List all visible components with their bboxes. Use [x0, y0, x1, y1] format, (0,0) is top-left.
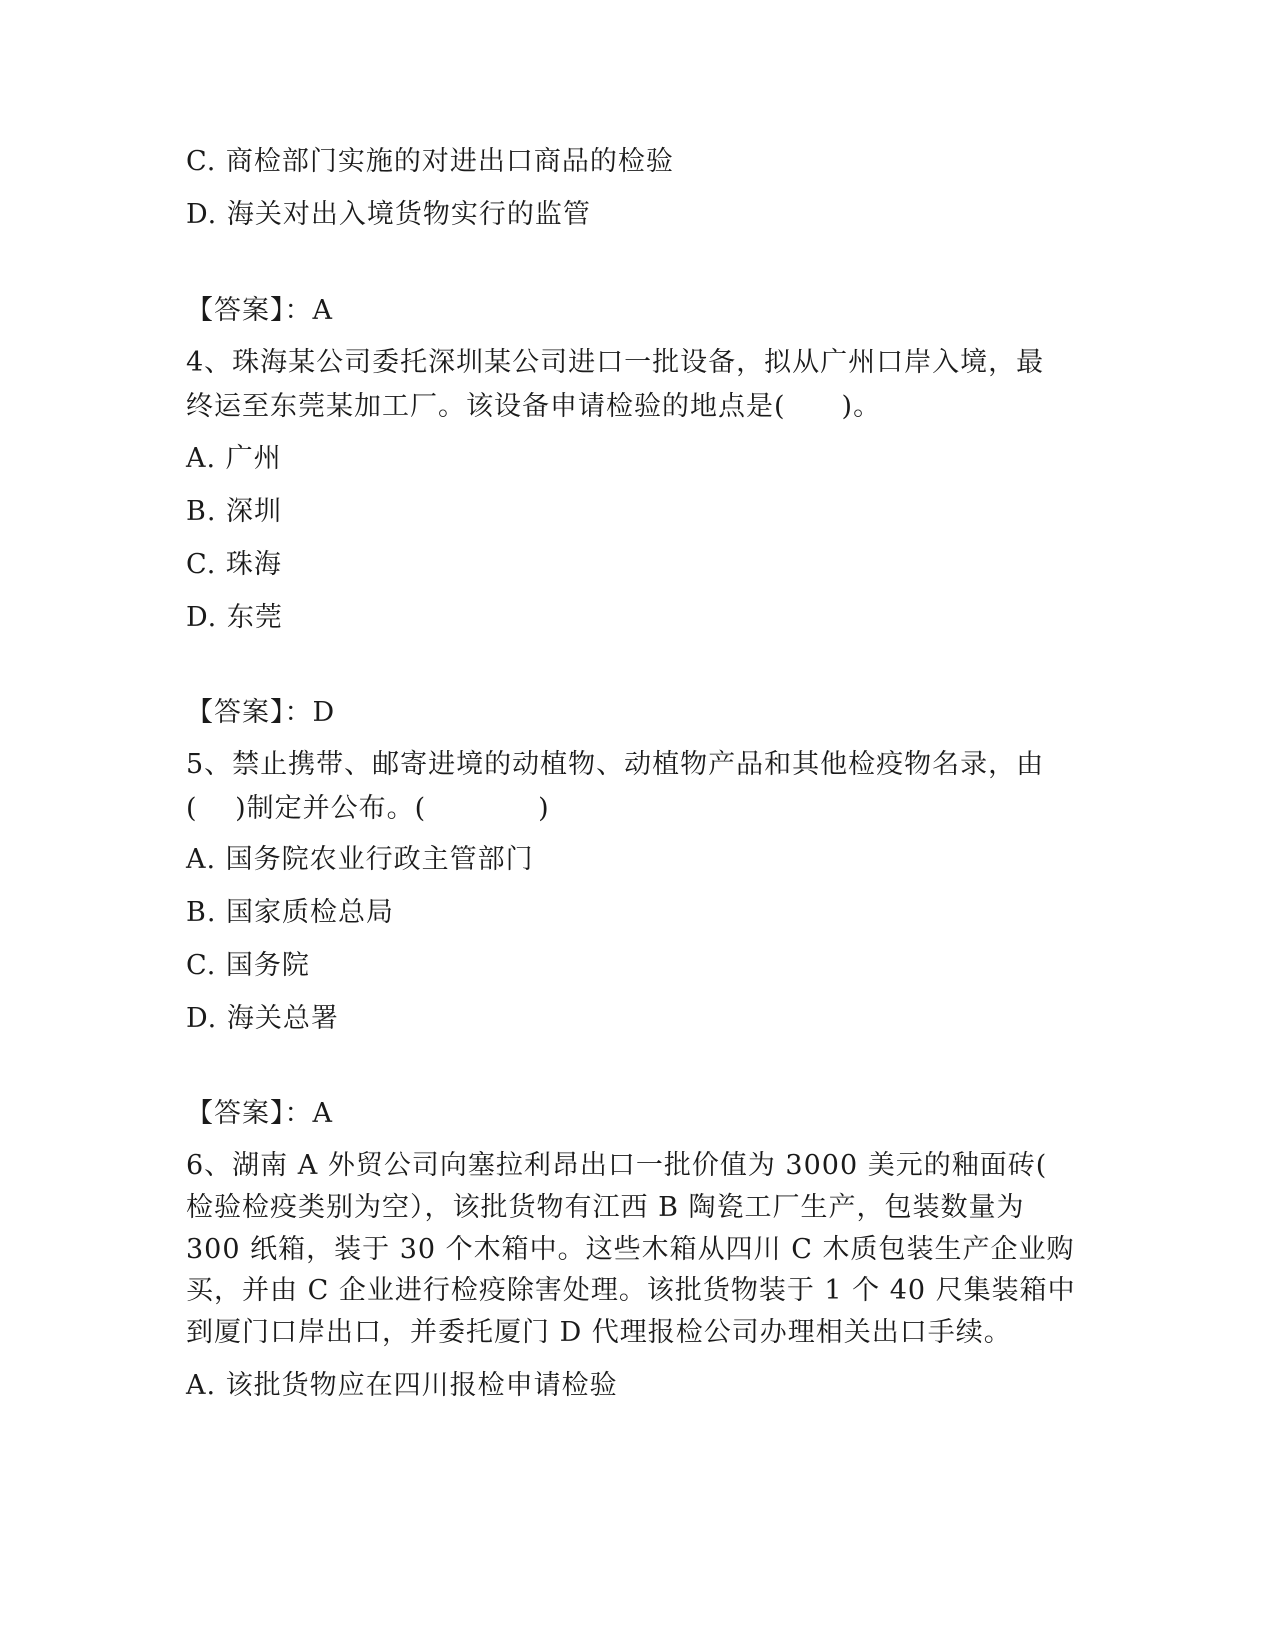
q5-option-c: C. 国务院	[186, 950, 310, 981]
q4-option-b: B. 深圳	[186, 496, 283, 527]
q6-stem-line-4: 买，并由 C 企业进行检疫除害处理。该批货物装于 1 个 40 尺集装箱中	[186, 1275, 1076, 1306]
q5-option-b: B. 国家质检总局	[186, 897, 395, 928]
q5-stem-line-1: 5、禁止携带、邮寄进境的动植物、动植物产品和其他检疫物名录，由	[186, 749, 1045, 780]
q4-answer: 【答案】：D	[186, 697, 336, 728]
q6-stem-line-2: 检验检疫类别为空），该批货物有江西 B 陶瓷工厂生产，包装数量为	[186, 1192, 1025, 1223]
q4-option-a: A. 广州	[186, 443, 282, 474]
q6-option-a: A. 该批货物应在四川报检申请检验	[186, 1370, 618, 1401]
q5-answer: 【答案】：A	[186, 1098, 333, 1129]
q4-stem-line-2: 终运至东莞某加工厂。该设备申请检验的地点是( )。	[186, 391, 882, 422]
q6-stem-line-1: 6、湖南 A 外贸公司向塞拉利昂出口一批价值为 3000 美元的釉面砖(	[186, 1150, 1048, 1181]
q4-option-c: C. 珠海	[186, 549, 282, 580]
q3-option-d: D. 海关对出入境货物实行的监管	[186, 199, 591, 230]
q3-answer: 【答案】：A	[186, 295, 333, 326]
q6-stem-line-5: 到厦门口岸出口，并委托厦门 D 代理报检公司办理相关出口手续。	[186, 1317, 1012, 1348]
q3-option-c: C. 商检部门实施的对进出口商品的检验	[186, 146, 674, 177]
q6-stem-line-3: 300 纸箱，装于 30 个木箱中。这些木箱从四川 C 木质包装生产企业购	[186, 1234, 1075, 1265]
q5-option-d: D. 海关总署	[186, 1003, 339, 1034]
q4-stem-line-1: 4、珠海某公司委托深圳某公司进口一批设备，拟从广州口岸入境，最	[186, 347, 1045, 378]
q5-option-a: A. 国务院农业行政主管部门	[186, 844, 534, 875]
q5-stem-line-2: ( )制定并公布。( )	[186, 793, 550, 824]
q4-option-d: D. 东莞	[186, 602, 283, 633]
